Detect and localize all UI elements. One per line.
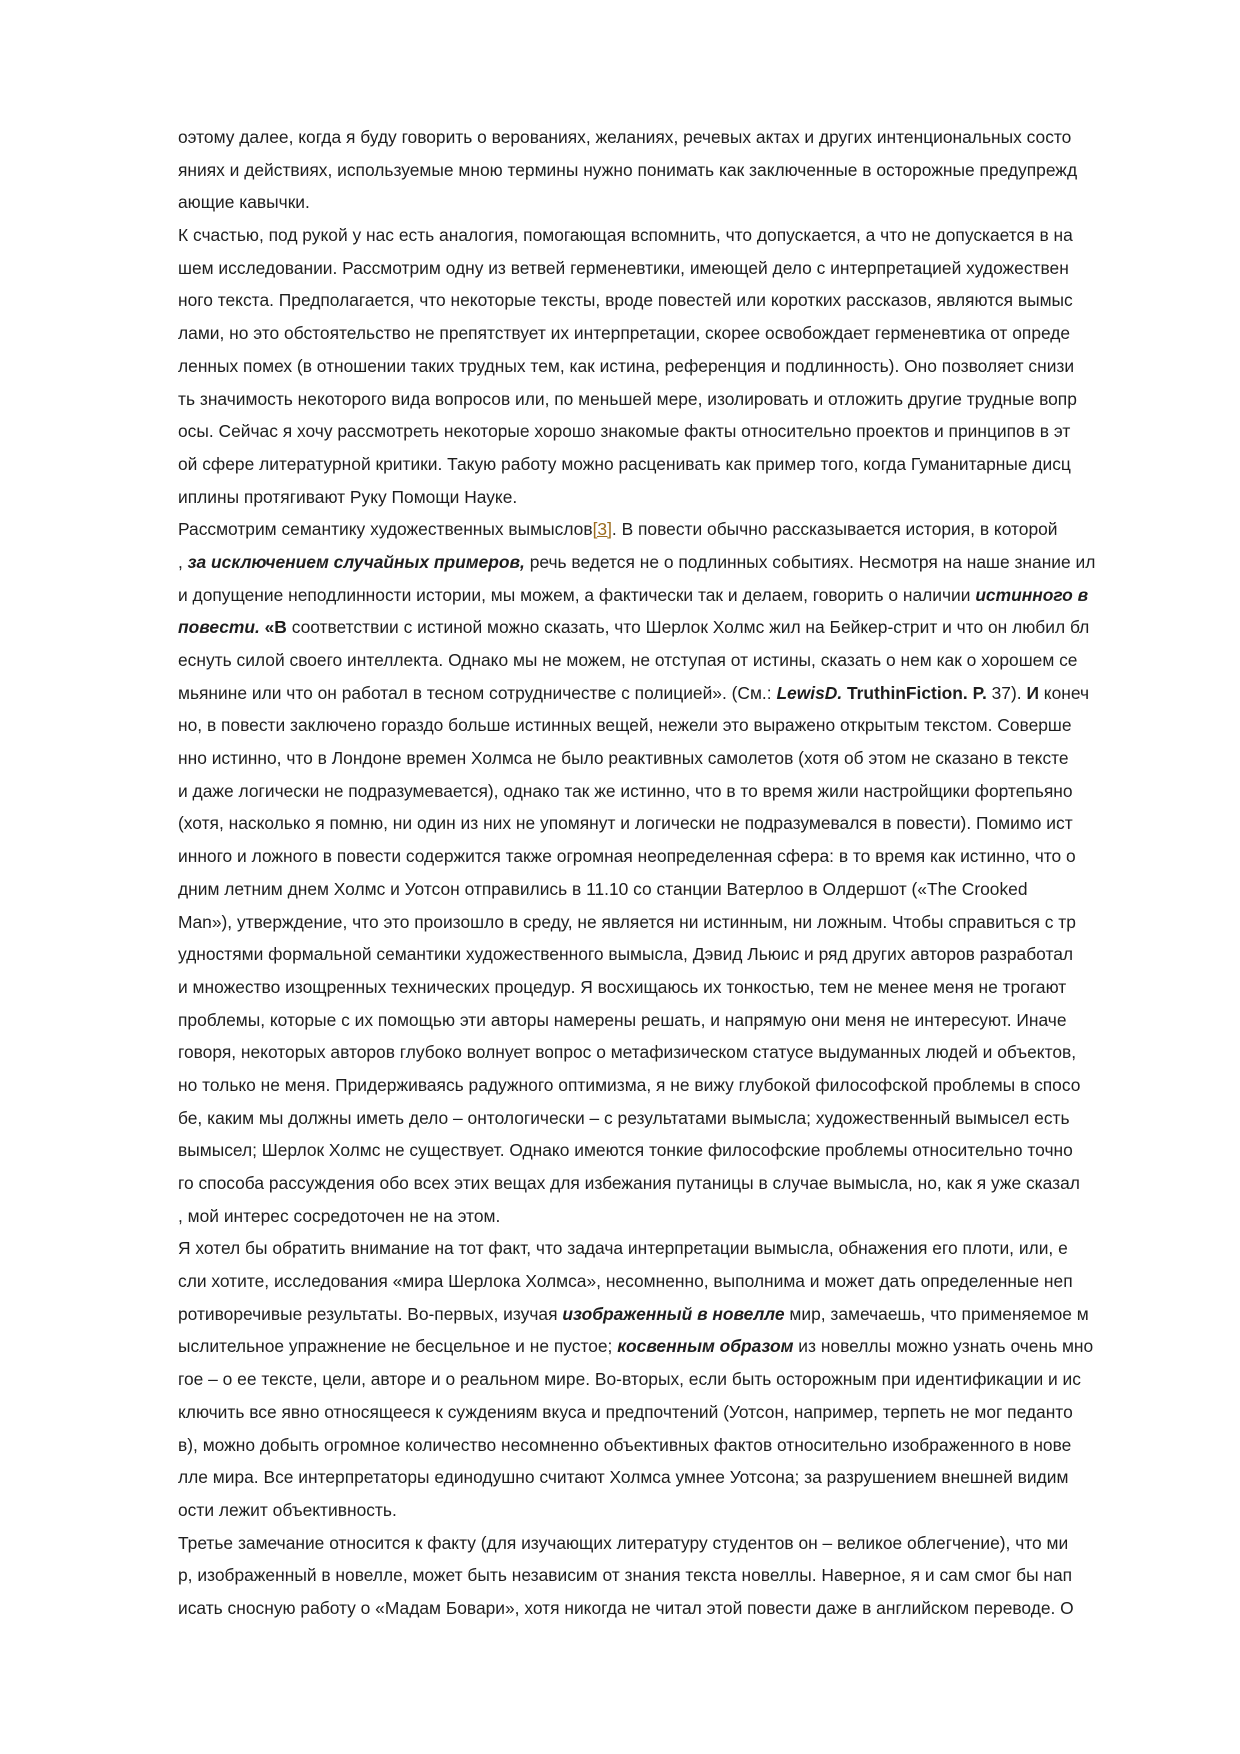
text-run: мьянине или что он работал в тесном сотрудничестве с полицией». (См.: bbox=[178, 682, 777, 703]
text-line bbox=[178, 742, 1158, 775]
text-line bbox=[178, 611, 1158, 644]
text-line bbox=[178, 481, 1158, 514]
text-line bbox=[178, 317, 1158, 350]
text-line bbox=[178, 154, 1158, 187]
text-run: сли хотите, исследования «мира Шерлока Холмса», несомненно, выполнима и может дать определенные неп bbox=[178, 1271, 1073, 1292]
text-line bbox=[178, 1265, 1158, 1298]
text-line bbox=[178, 1527, 1158, 1560]
text-line bbox=[178, 350, 1158, 383]
bold-text: «В bbox=[259, 617, 287, 638]
text-line bbox=[178, 415, 1158, 448]
text-run: , bbox=[178, 551, 188, 572]
text-run: ротиворечивые результаты. Во-первых, изучая bbox=[178, 1303, 563, 1324]
text-line bbox=[178, 1232, 1158, 1265]
text-line bbox=[178, 1494, 1158, 1527]
text-run: (хотя, насколько я помню, ни один из них не упомянут и логически не подразумевался в повести). Помимо ист bbox=[178, 813, 1073, 834]
document-body bbox=[178, 121, 1158, 1625]
text-run: лами, но это обстоятельство не препятствует их интерпретации, скорее освобождает герменевтика от опреде bbox=[178, 323, 1071, 344]
text-line bbox=[178, 383, 1158, 416]
text-run: исать сносную работу о «Мадам Бовари», хотя никогда не читал этой повести даже в английском переводе. О bbox=[178, 1597, 1074, 1618]
text-line bbox=[178, 1200, 1158, 1233]
text-run: лле мира. Все интерпретаторы единодушно считают Холмса умнее Уотсона; за разрушением внешней видим bbox=[178, 1467, 1069, 1488]
text-run: го способа рассуждения обо всех этих вещах для избежания путаницы в случае вымысла, но, как я уже сказал bbox=[178, 1173, 1080, 1193]
text-run: но, в повести заключено гораздо больше истинных вещей, нежели это выражено открытым текстом. Соверше bbox=[178, 715, 1072, 736]
emphasized-text: изображенный в новелле bbox=[562, 1303, 785, 1324]
text-run: инного и ложного в повести содержится также огромная неопределенная сфера: в то время как истинно, что о bbox=[178, 846, 1076, 867]
text-run: нно истинно, что в Лондоне времен Холмса не было реактивных самолетов (хотя об этом не сказано в тексте bbox=[178, 748, 1069, 769]
text-run: в), можно добыть огромное количество несомненно объективных фактов относительно изображенного в нове bbox=[178, 1434, 1072, 1455]
text-line bbox=[178, 644, 1158, 677]
text-line bbox=[178, 1167, 1158, 1200]
text-run: но только не меня. Придерживаясь радужного оптимизма, я не вижу глубокой философской проблемы в спосо bbox=[178, 1074, 1081, 1095]
text-run: . В повести обычно рассказывается история, в которой bbox=[611, 519, 1058, 540]
text-line bbox=[178, 186, 1158, 219]
text-line bbox=[178, 252, 1158, 285]
text-run: ного текста. Предполагается, что некоторые тексты, вроде повестей или коротких рассказов, являются вымыс bbox=[178, 290, 1073, 311]
text-run: иплины протягивают Руку Помощи Науке. bbox=[178, 486, 518, 507]
text-run: оэтому далее, когда я буду говорить о верованиях, желаниях, речевых актах и других интенциональных состо bbox=[178, 127, 1072, 147]
text-line bbox=[178, 1298, 1158, 1331]
bold-text: P. bbox=[972, 682, 987, 703]
text-line bbox=[178, 1559, 1158, 1592]
text-line bbox=[178, 1069, 1158, 1102]
text-run: ости лежит объективность. bbox=[178, 1499, 397, 1520]
text-line bbox=[178, 1461, 1158, 1494]
text-run: 37). bbox=[986, 682, 1027, 703]
text-line bbox=[178, 546, 1158, 579]
text-run: речь ведется не о подлинных событиях. Несмотря на наше знание ил bbox=[524, 551, 1096, 572]
text-line bbox=[178, 1036, 1158, 1069]
text-run: и множество изощренных технических процедур. Я восхищаюсь их тонкостью, тем не менее меня не трогают bbox=[178, 976, 1067, 997]
text-run: Рассмотрим семантику художественных вымыслов bbox=[178, 519, 593, 540]
text-line bbox=[178, 709, 1158, 742]
text-run: дним летним днем Холмс и Уотсон отправились в 11.10 со станции Ватерлоо в Олдершот («The Crooked bbox=[178, 878, 1028, 899]
emphasized-text: повести. bbox=[178, 617, 260, 638]
text-run: ть значимость некоторого вида вопросов или, по меньшей мере, изолировать и отложить другие трудные вопр bbox=[178, 388, 1077, 409]
text-line bbox=[178, 873, 1158, 906]
text-line bbox=[178, 1363, 1158, 1396]
text-line bbox=[178, 971, 1158, 1004]
text-line bbox=[178, 938, 1158, 971]
text-run: К счастью, под рукой у нас есть аналогия, помогающая вспомнить, что допускается, а что не допускается в на bbox=[178, 225, 1073, 246]
text-run: ыслительное упражнение не бесцельное и не пустое; bbox=[178, 1336, 618, 1357]
emphasized-text: истинного в bbox=[975, 584, 1089, 605]
text-run: , мой интерес сосредоточен не на этом. bbox=[178, 1205, 501, 1226]
text-run: осы. Сейчас я хочу рассмотреть некоторые хорошо знакомые факты относительно проектов и принципов в эт bbox=[178, 421, 1071, 442]
text-line bbox=[178, 1429, 1158, 1462]
text-run: ой сфере литературной критики. Такую работу можно расценивать как пример того, когда Гуманитарные дисц bbox=[178, 453, 1071, 474]
text-run: Man»), утверждение, что это произошло в среду, не является ни истинным, ни ложным. Чтобы справиться с тр bbox=[178, 911, 1076, 932]
footnote-link[interactable]: [3] bbox=[592, 519, 612, 540]
text-run: удностями формальной семантики художественного вымысла, Дэвид Льюис и ряд других авторов разработал bbox=[178, 944, 1074, 965]
text-line bbox=[178, 513, 1158, 546]
text-run: яниях и действиях, используемые мною термины нужно понимать как заключенные в осторожные предупрежд bbox=[178, 159, 1078, 180]
text-line bbox=[178, 579, 1158, 612]
text-run: конеч bbox=[1038, 682, 1090, 703]
text-run: шем исследовании. Рассмотрим одну из ветвей герменевтики, имеющей дело с интерпретацией художествен bbox=[178, 257, 1069, 278]
text-line bbox=[178, 284, 1158, 317]
text-line bbox=[178, 448, 1158, 481]
text-run: бе, каким мы должны иметь дело – онтологически – с результатами вымысла; художественный вымысел есть bbox=[178, 1107, 1070, 1128]
text-run: и даже логически не подразумевается), однако так же истинно, что в то время жили настройщики фортепьяно bbox=[178, 780, 1073, 801]
text-run: ключить все явно относящееся к суждениям вкуса и предпочтений (Уотсон, например, терпеть не мог педанто bbox=[178, 1401, 1073, 1422]
text-line bbox=[178, 677, 1158, 710]
text-line bbox=[178, 1592, 1158, 1625]
text-run: из новеллы можно узнать очень мно bbox=[793, 1336, 1094, 1357]
text-run: мир, замечаешь, что применяемое м bbox=[784, 1303, 1089, 1324]
text-line bbox=[178, 840, 1158, 873]
bold-text: И bbox=[1026, 682, 1039, 703]
text-line bbox=[178, 775, 1158, 808]
text-line bbox=[178, 1396, 1158, 1429]
text-line bbox=[178, 121, 1158, 154]
text-run: р, изображенный в новелле, может быть независим от знания текста новеллы. Наверное, я и сам смог бы нап bbox=[178, 1565, 1073, 1586]
text-line bbox=[178, 906, 1158, 939]
text-run: гое – о ее тексте, цели, авторе и о реальном мире. Во-вторых, если быть осторожным при идентификации и ис bbox=[178, 1369, 1081, 1390]
text-line bbox=[178, 807, 1158, 840]
text-line bbox=[178, 219, 1158, 252]
text-line bbox=[178, 1102, 1158, 1135]
text-run: Третье замечание относится к факту (для изучающих литературу студентов он – великое облегчение), что ми bbox=[178, 1532, 1069, 1553]
emphasized-text: LewisD. bbox=[776, 682, 843, 703]
bold-text: TruthinFiction. bbox=[842, 682, 968, 703]
text-run: и допущение неподлинности истории, мы можем, а фактически так и делаем, говорить о наличии bbox=[178, 584, 976, 605]
text-run: Я хотел бы обратить внимание на тот факт, что задача интерпретации вымысла, обнажения его плоти, или, е bbox=[178, 1238, 1068, 1259]
text-run: ленных помех (в отношении таких трудных тем, как истина, референция и подлинность). Оно позволяет снизи bbox=[178, 355, 1075, 376]
text-run: еснуть силой своего интеллекта. Однако мы не можем, не отступая от истины, сказать о нем как о хорошем се bbox=[178, 650, 1078, 670]
text-line bbox=[178, 1004, 1158, 1037]
text-run: проблемы, которые с их помощью эти авторы намерены решать, и напрямую они меня не интересуют. Иначе bbox=[178, 1009, 1067, 1030]
text-run: соответствии с истиной можно сказать, что Шерлок Холмс жил на Бейкер-стрит и что он любил бл bbox=[286, 617, 1090, 638]
emphasized-text: косвенным образом bbox=[617, 1336, 794, 1357]
text-run: вымысел; Шерлок Холмс не существует. Однако имеются тонкие философские проблемы относительно точно bbox=[178, 1140, 1073, 1161]
text-line bbox=[178, 1134, 1158, 1167]
text-line bbox=[178, 1330, 1158, 1363]
emphasized-text: за исключением случайных примеров, bbox=[187, 551, 525, 572]
text-run: ающие кавычки. bbox=[178, 192, 310, 213]
text-run: говоря, некоторых авторов глубоко волнует вопрос о метафизическом статусе выдуманных людей и объектов, bbox=[178, 1042, 1077, 1063]
